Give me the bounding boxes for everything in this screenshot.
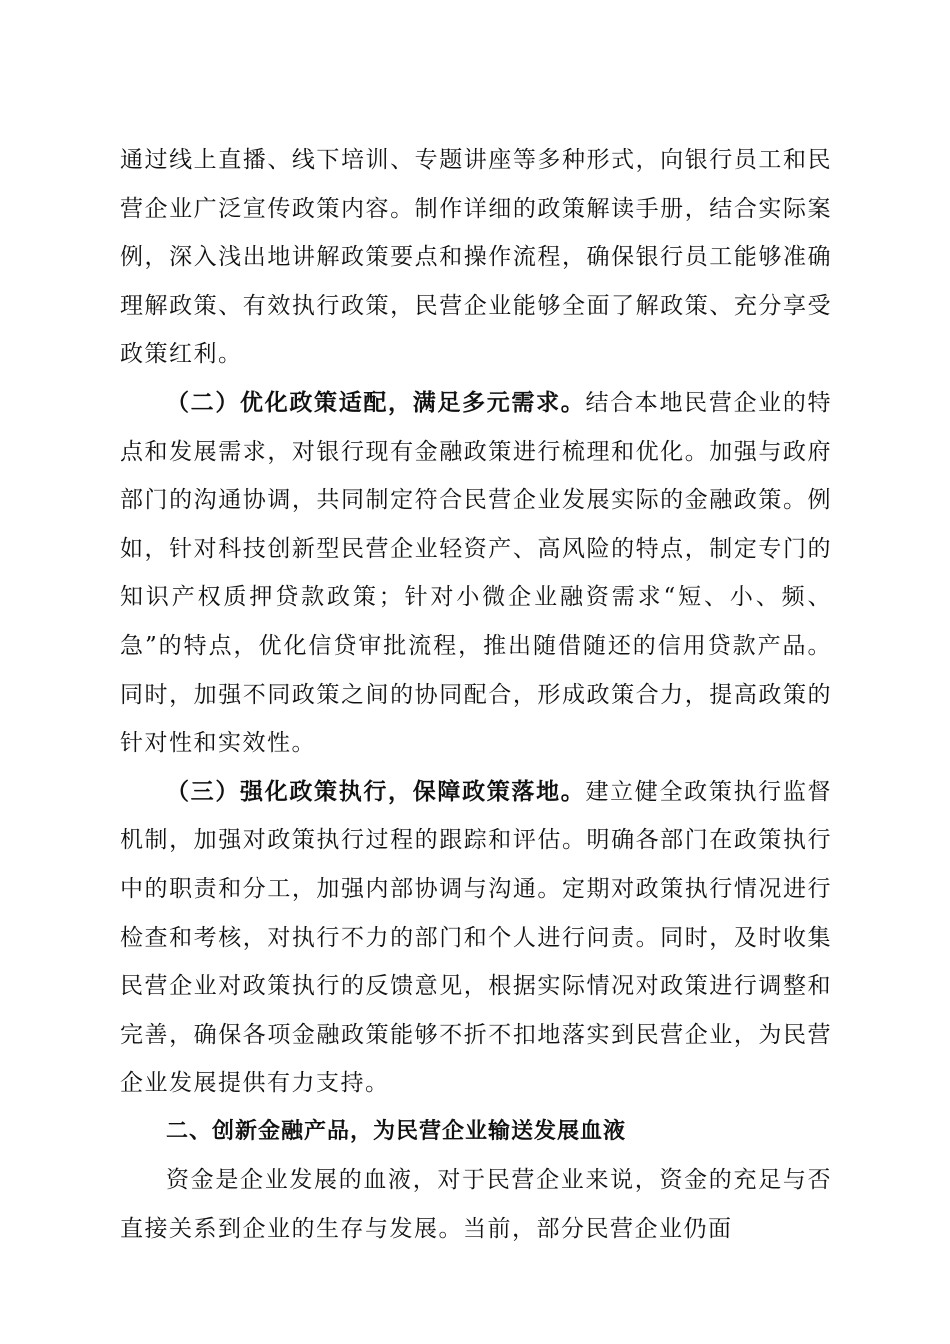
paragraph-text: 结合本地民营企业的特点和发展需求，对银行现有金融政策进行梳理和优化。加强与政府部门的沟通协调，共同制定符合民营企业发展实际的金融政策。例如，针对科技创新型民营企业轻资产、高风险的特点，制定专门的知识产权质押贷款政策；针对小微企业融资需求“短、小、频、急”的特点，优化信贷审批流程，推出随借随还的信用贷款产品。同时，加强不同政策之间的协同配合，形成政策合力，提高政策的针对性和实效性。: [120, 389, 833, 757]
paragraph-capital: [120, 1156, 832, 1253]
paragraph-lead: （三）强化政策执行，保障政策落地。: [166, 777, 586, 805]
section-heading: 二、创新金融产品，为民营企业输送发展血液: [166, 1118, 627, 1144]
paragraph-text: 资金是企业发展的血液，对于民营企业来说，资金的充足与否直接关系到企业的生存与发展。当前，部分民营企业仍面: [120, 1167, 832, 1243]
document-page: [120, 136, 832, 1254]
paragraph-policy-adaptation: [120, 379, 832, 768]
paragraph-continuation: [120, 136, 832, 379]
paragraph-policy-execution: [120, 768, 832, 1108]
paragraph-text: 通过线上直播、线下培训、专题讲座等多种形式，向银行员工和民营企业广泛宣传政策内容。制作详细的政策解读手册，结合实际案例，深入浅出地讲解政策要点和操作流程，确保银行员工能够准确理解政策、有效执行政策，民营企业能够全面了解政策、充分享受政策红利。: [120, 147, 832, 368]
paragraph-lead: （二）优化政策适配，满足多元需求。: [166, 388, 586, 416]
paragraph-text: 建立健全政策执行监督机制，加强对政策执行过程的跟踪和评估。明确各部门在政策执行中的职责和分工，加强内部协调与沟通。定期对政策执行情况进行检查和考核，对执行不力的部门和个人进行问责。同时，及时收集民营企业对政策执行的反馈意见，根据实际情况对政策进行调整和完善，确保各项金融政策能够不折不扣地落实到民营企业，为民营企业发展提供有力支持。: [120, 778, 833, 1097]
